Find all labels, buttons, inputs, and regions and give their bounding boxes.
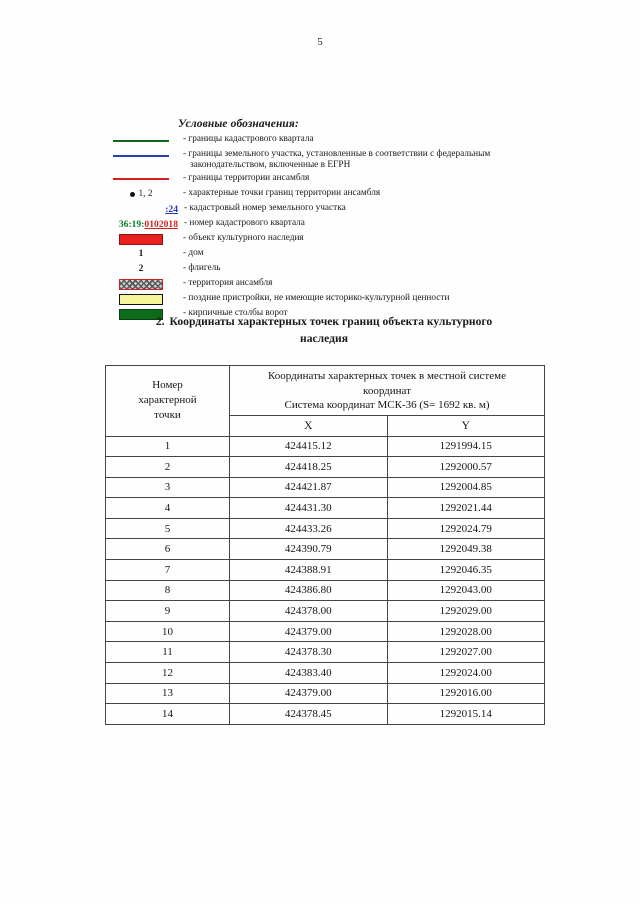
legend-block [104,118,544,323]
land-plot-line-swatch [104,149,178,162]
cell-y: 1292015.14 [387,704,545,725]
legend-item [104,149,544,172]
legend-item-label: - объект культурного наследия [183,232,304,243]
cell-x: 424433.26 [230,518,388,539]
legend-item-label-text: - границы земельного участка, установленные в соответствии с федеральным [183,149,491,159]
cell-y: 1292021.44 [387,498,545,519]
legend-item [104,293,544,307]
legend-item [104,233,544,247]
cadastral-quarter-number-swatch [104,218,179,231]
table-row [106,621,545,642]
table-head [106,366,545,437]
cell-x: 424383.40 [230,663,388,684]
table-row [106,539,545,560]
cell-point-number: 1 [106,436,230,457]
cell-y: 1292046.35 [387,560,545,581]
ensemble-border-line-swatch [104,173,178,186]
section-title-line1: Координаты характерных точек границ объекта культурного [169,315,493,328]
table-row [106,663,545,684]
cell-y: 1292029.00 [387,601,545,622]
header-y: Y [387,415,545,436]
quarter-number-prefix: 36:19: [118,218,145,230]
cadastral-quarter-line-swatch [104,134,178,147]
cell-y: 1292004.85 [387,477,545,498]
page-number: 5 [317,36,323,48]
legend-item [104,173,544,187]
legend-item [104,188,544,202]
header-x: X [230,415,388,436]
cell-x: 424388.91 [230,560,388,581]
cell-point-number: 12 [106,663,230,684]
table-row [106,436,545,457]
house-number-label: 1 [138,249,144,260]
cell-y: 1292024.00 [387,663,545,684]
cell-x: 424378.00 [230,601,388,622]
legend-item-label: - номер кадастрового квартала [184,217,305,228]
cell-x: 424418.25 [230,457,388,478]
legend-item-label: - кирпичные столбы ворот [183,307,288,318]
house-number-swatch [104,248,178,261]
legend-item-label: - территория ансамбля [183,277,273,288]
cell-y: 1292027.00 [387,642,545,663]
section-number: 2. [155,315,165,328]
cell-x: 424431.30 [230,498,388,519]
header-coordinate-system-line1: Координаты характерных точек в местной системе [268,370,506,382]
cell-point-number: 3 [106,477,230,498]
table-row [106,457,545,478]
cell-point-number: 13 [106,683,230,704]
characteristic-point-swatch [104,188,178,201]
table-row [106,683,545,704]
header-point-number-line1: Номер [152,379,183,392]
point-dot-icon [130,192,135,197]
legend-item-label [178,149,544,172]
header-coordinate-system-line2: координат [363,384,411,397]
characteristic-point-numbers: 1, 2 [138,189,153,200]
cell-point-number: 7 [106,560,230,581]
cell-x: 424378.45 [230,704,388,725]
cell-x: 424379.00 [230,683,388,704]
legend-item-label: - характерные точки границ территории ансамбля [183,187,381,198]
cell-point-number: 6 [106,539,230,560]
legend-item-label: - дом [183,247,204,258]
cell-x: 424390.79 [230,539,388,560]
cell-point-number: 9 [106,601,230,622]
table-row [106,498,545,519]
cadastral-number-swatch [104,203,179,216]
table-row [106,518,545,539]
table-body [106,436,545,724]
legend-item [104,278,544,292]
cell-point-number: 10 [106,621,230,642]
wing-number-swatch [104,263,178,276]
ensemble-territory-swatch [104,278,178,291]
cell-point-number: 11 [106,642,230,663]
cell-y: 1292028.00 [387,621,545,642]
cell-point-number: 5 [106,518,230,539]
legend-item [104,263,544,277]
header-coordinate-system-line3: Система координат МСК-36 (S= 1692 кв. м) [284,399,490,411]
table-row [106,560,545,581]
cell-x: 424379.00 [230,621,388,642]
quarter-number-suffix: 0102018 [144,218,178,230]
table-header-row [106,366,545,416]
section-heading [104,313,544,347]
cell-point-number: 14 [106,704,230,725]
coordinates-table [105,365,545,725]
header-coordinate-system [230,366,545,416]
cell-x: 424386.80 [230,580,388,601]
table-row [106,477,545,498]
cell-x: 424378.30 [230,642,388,663]
table-row [106,580,545,601]
cell-y: 1292024.79 [387,518,545,539]
cell-point-number: 2 [106,457,230,478]
cell-y: 1292043.00 [387,580,545,601]
wing-number-label: 2 [138,264,144,275]
legend-item-label: - границы кадастрового квартала [183,134,314,144]
legend-item-label: - кадастровый номер земельного участка [184,202,346,213]
legend-item [104,203,544,217]
cell-y: 1292049.38 [387,539,545,560]
cell-y: 1292000.57 [387,457,545,478]
cell-y: 1292016.00 [387,683,545,704]
legend-item [104,134,544,148]
legend-item-label: - флигель [183,262,221,273]
cell-x: 424421.87 [230,477,388,498]
cell-x: 424415.12 [230,436,388,457]
cell-point-number: 8 [106,580,230,601]
table-row [106,642,545,663]
legend-title: Условные обозначения: [178,118,299,130]
cell-y: 1291994.15 [387,436,545,457]
legend-item [104,248,544,262]
legend-item-label-continuation: законодательством, включенные в ЕГРН [190,160,351,171]
header-point-number-line3: точки [154,409,181,422]
heritage-object-swatch [104,233,178,246]
legend-item-label: - поздние пристройки, не имеющие историко-культурной ценности [183,292,450,303]
cadastral-number-text: :24 [165,203,178,215]
header-point-number [106,366,230,437]
cell-point-number: 4 [106,498,230,519]
section-title-line2: наследия [300,332,348,345]
table-row [106,704,545,725]
later-extensions-swatch [104,293,178,306]
legend-item-label: - границы территории ансамбля [183,172,310,183]
legend-item [104,218,544,232]
table-row [106,601,545,622]
header-point-number-line2: характерной [138,394,197,407]
